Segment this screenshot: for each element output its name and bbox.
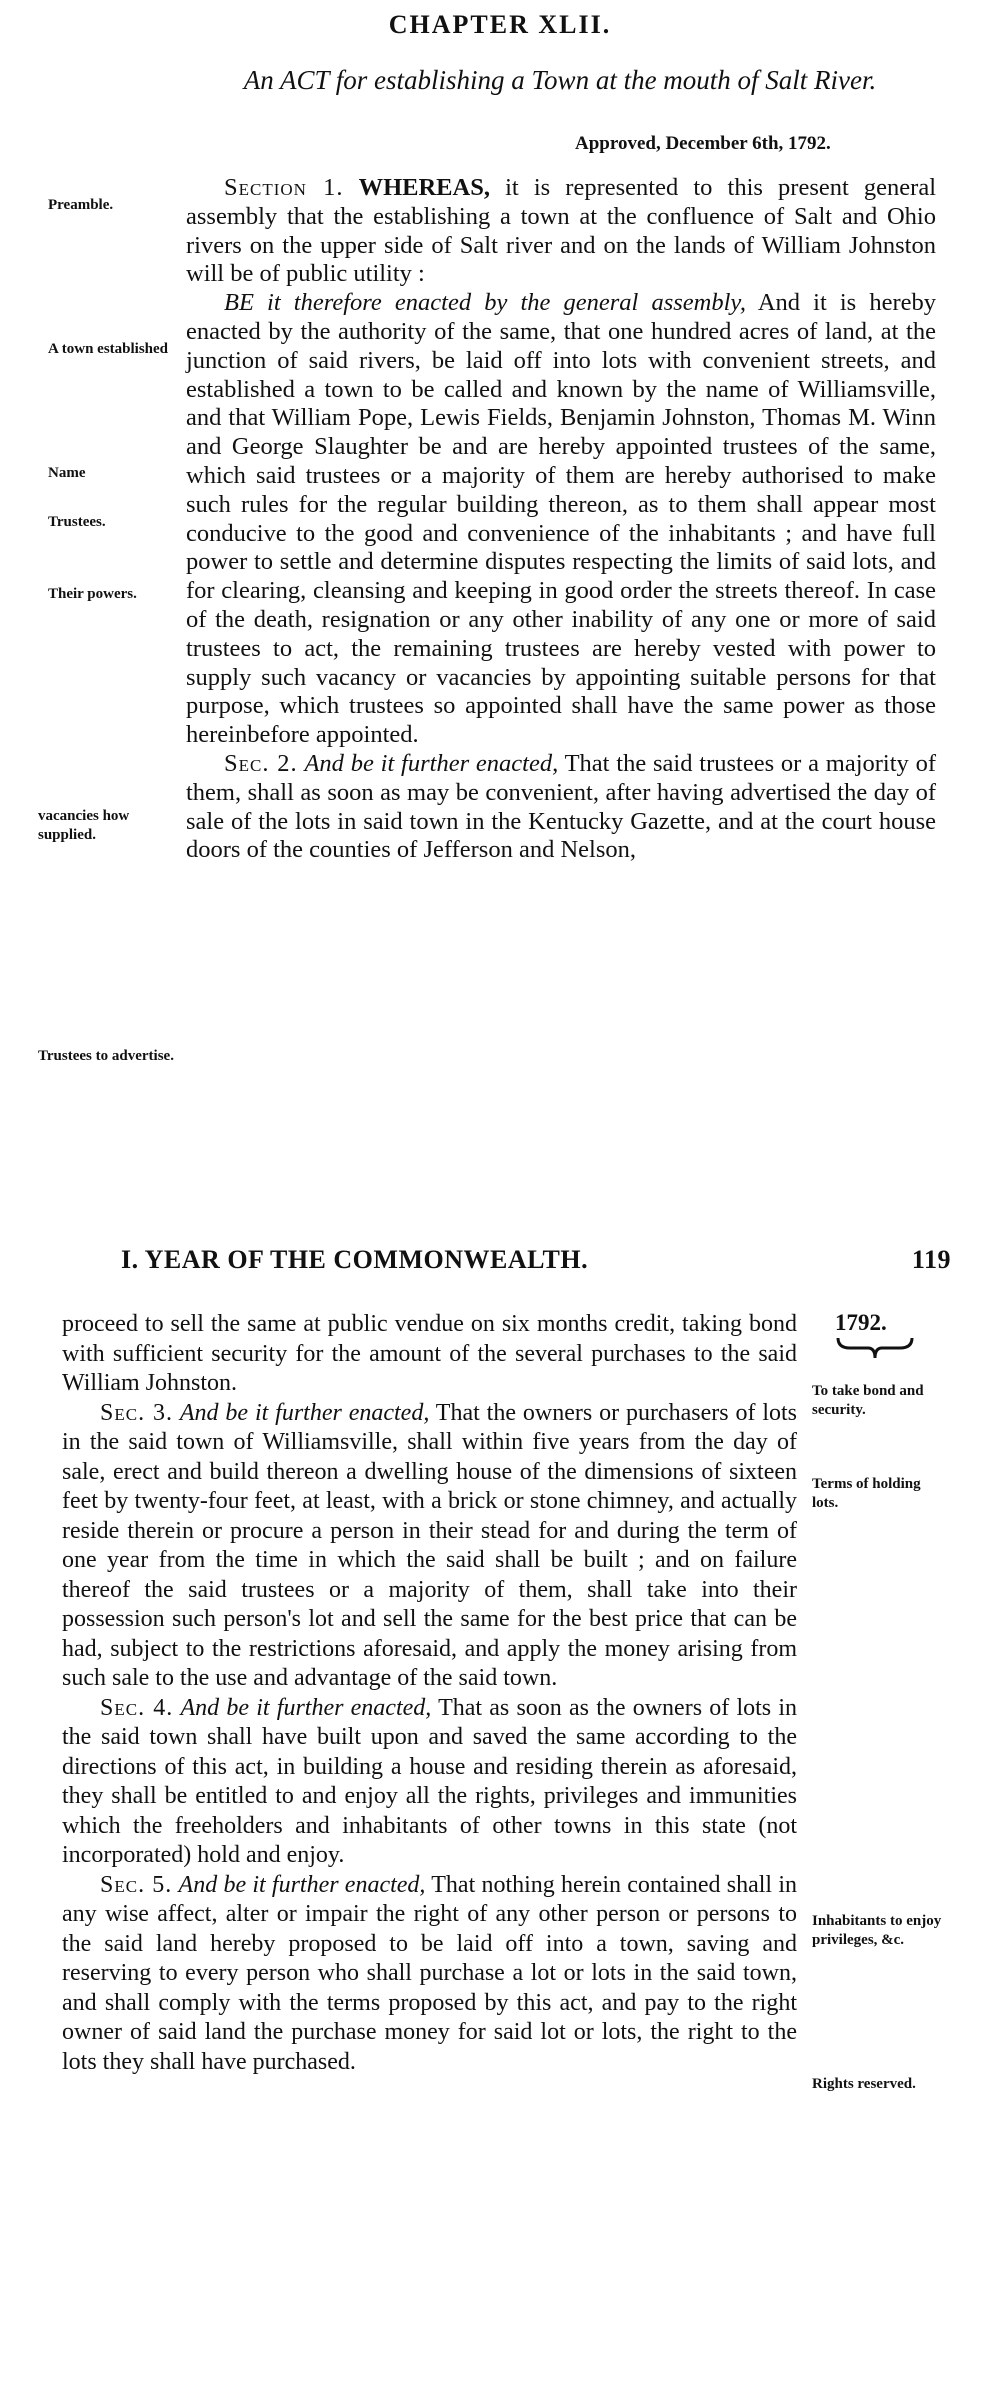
act-title: An ACT for establishing a Town at the mouth of Salt River. [243, 65, 877, 95]
section-3-enact: And be it further enacted, [179, 1399, 430, 1426]
enacting-clause: BE it therefore enacted by the general assembly, [224, 289, 747, 317]
section-1-text: And it is hereby enacted by the authority of the same, that one hundred acres of land, at the junction of said rivers, be laid off into lots with convenient streets, and established a town to be called and known by the name of Williamsville, and that William Pope, Lewis Fields, Benjamin Johnston, Thomas M. Winn and George Slaughter be and are hereby appointed trustees of the same, which said trustees or a majority of them are hereby authorised to make such rules for the regular building thereon, as to them shall appear most conducive to the good and convenience of the inhabitants ; and have full power to settle and determine disputes respecting the limits of said lots, and for clearing, cleansing and keeping in good order the streets thereof. In case of the death, resignation or any other inability of any one or more of said trustees to act, the remaining trustees are hereby vested with power to supply such vacancy or vacancies by appointing suitable persons for that purpose, which trustees so appointed shall have the same power as those hereinbefore appointed. [186, 289, 936, 749]
running-head [121, 1245, 951, 1275]
section-5-lead: Sec. 5. [100, 1871, 173, 1898]
preamble-text: it is represented to this present general assembly that the establishing a town at the confluence of Salt and Ohio rivers on the upper side of Salt river and on the lands of William Johnston will be of public utility : [186, 174, 936, 288]
section-5-enact: And be it further enacted, [178, 1871, 426, 1898]
margin-note-town-established: A town established [48, 341, 169, 357]
margin-note-trustees: Trustees. [48, 514, 106, 530]
section-1-preamble [186, 174, 936, 289]
page-two [0, 1190, 1000, 2387]
section-2-text: That the said trustees or a majority of them, shall as soon as may be convenient, after having advertised the day of sale of the lots in said town in the Kentucky Gazette, and at the court house doors of the counties of Jefferson and Nelson, [186, 749, 936, 864]
margin-note-name: Name [48, 465, 86, 481]
section-2 [186, 750, 936, 865]
whereas-word: WHEREAS, [358, 174, 490, 201]
margin-note-preamble: Preamble. [48, 197, 114, 213]
section-2-lead: Sec. 2. [224, 749, 298, 777]
page-number: 119 [911, 1245, 951, 1274]
margin-note-powers: Their powers. [48, 586, 137, 602]
section-3-lead: Sec. 3. [100, 1399, 173, 1426]
margin-note-bond: To take bond and security. [812, 1383, 924, 1418]
margin-note-advertise: Trustees to advertise. [38, 1048, 174, 1064]
section-1-body [186, 289, 936, 750]
margin-note-inhabitants: Inhabitants to enjoy privileges, &c. [812, 1913, 942, 1948]
page-one [0, 0, 1000, 1190]
section-3-text: That the owners or purchasers of lots in the said town of Williamsville, shall within five years from the day of sale, erect and build thereon a dwelling house of the dimensions of sixteen feet by twenty-four feet, at least, with a brick or stone chimney, and actually reside therein or procure a person in their stead for and during the term of one year from the time in which the said shall be built ; and on failure thereof the said trustees or a majority of them, shall take into their possession such person's lot and sell the same for the best price that can be had, subject to the restrictions aforesaid, and apply the money arising from such sale to the use and advantage of the said town. [62, 1399, 797, 1691]
section-3 [62, 1399, 797, 1694]
margin-note-vacancies: vacancies how supplied. [38, 808, 130, 843]
curly-brace-icon [836, 1334, 914, 1360]
continuation-paragraph: proceed to sell the same at public vendue on six months credit, taking bond with sufficient security for the amount of the several purchases to the said William Johnston. [62, 1311, 797, 1396]
section-4 [62, 1694, 797, 1871]
margin-year: 1792. [835, 1310, 887, 1335]
section-2-enact: And be it further enacted, [304, 749, 559, 777]
page-two-text [62, 1310, 797, 2077]
page-one-text [186, 174, 936, 865]
section-4-enact: And be it further enacted, [180, 1694, 432, 1721]
running-head-title: I. YEAR OF THE COMMONWEALTH. [121, 1245, 589, 1274]
section-4-text: That as soon as the owners of lots in the said town shall have built upon and saved the same according to the directions of this act, in building a house and residing therein as aforesaid, they shall be entitled to and enjoy all the rights, privileges and immunities which the freeholders and inhabitants of other towns in this state (not incorporated) hold and enjoy. [62, 1694, 797, 1868]
section-5-text: That nothing herein contained shall in any wise affect, alter or impair the right of any other person or persons to the said land hereby proposed to be laid off into a town, saving and reserving to every person who shall purchase a lot or lots in the said town, and shall comply with the terms proposed by this act, and pay to the right owner of said land the purchase money for said lot or lots, the right to the lots they shall have purchased. [62, 1871, 797, 2075]
section-5 [62, 1871, 797, 2078]
approval-date: Approved, December 6th, 1792. [575, 133, 831, 154]
section-1-lead: Section 1. [224, 174, 344, 201]
margin-note-terms: Terms of holding lots. [812, 1476, 921, 1511]
chapter-heading: CHAPTER XLII. [388, 10, 612, 39]
section-4-lead: Sec. 4. [100, 1694, 174, 1721]
margin-note-rights: Rights reserved. [812, 2076, 916, 2092]
